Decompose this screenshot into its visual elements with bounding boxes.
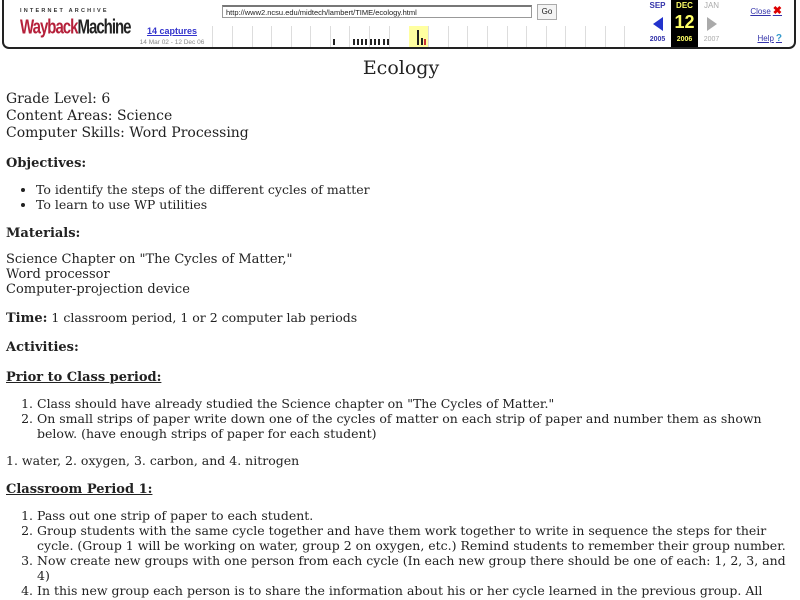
grade-level: Grade Level: 6 xyxy=(6,91,111,107)
list-item: 1. Class should have already studied the Science chapter on "The Cycles of Matter." xyxy=(37,396,796,411)
materials-list xyxy=(6,252,796,297)
current-year: 2006 xyxy=(676,36,693,43)
computer-skills: Computer Skills: Word Processing xyxy=(6,125,249,141)
prev-month: SEP xyxy=(649,1,666,10)
prior-to-class-heading: Prior to Class period: xyxy=(6,370,162,385)
list-item: 1. Pass out one strip of paper to each student. xyxy=(37,508,796,523)
classroom-period-1-heading: Classroom Period 1: xyxy=(6,482,153,497)
prev-year: 2005 xyxy=(649,36,666,43)
url-input[interactable]: http://www2.ncsu.edu/midtech/lambert/TIME/ecology.html xyxy=(222,5,532,18)
prior-steps-list xyxy=(6,396,796,441)
logo-wayback-machine-text xyxy=(20,16,131,39)
next-capture xyxy=(698,0,725,47)
help-button[interactable] xyxy=(757,33,782,44)
list-item: 2. On small strips of paper write down one of the cycles of matter on each strip of paper and number them as shown below. (have enough strips of paper for each student) xyxy=(37,411,796,441)
materials-heading: Materials: xyxy=(6,226,81,241)
help-icon[interactable]: ? xyxy=(775,33,782,44)
prev-capture[interactable] xyxy=(644,0,671,47)
current-month: DEC xyxy=(676,1,693,10)
page-title: Ecology xyxy=(362,57,440,79)
material-item: Science Chapter on "The Cycles of Matter," xyxy=(6,252,293,267)
objectives-list xyxy=(6,182,796,212)
date-navigator xyxy=(644,0,739,47)
time-value: 1 classroom period, 1 or 2 computer lab periods xyxy=(47,310,358,325)
next-arrow-icon xyxy=(707,17,717,31)
material-item: Computer-projection device xyxy=(6,282,190,297)
period1-steps-list xyxy=(6,508,796,598)
capture-sparkline[interactable] xyxy=(212,26,637,47)
time-label: Time: xyxy=(6,311,48,326)
next-month: JAN xyxy=(703,1,720,10)
objectives-heading: Objectives: xyxy=(6,156,87,171)
list-item: 3. Now create new groups with one person from each cycle (In each new group there should be one of each: 1, 2, 3, and 4) xyxy=(37,553,796,583)
logo-internet-archive-text: INTERNET ARCHIVE xyxy=(20,8,109,14)
activities-heading: Activities: xyxy=(6,340,79,355)
list-item: • To learn to use WP utilities xyxy=(36,197,796,212)
logo-machine-word: Machine xyxy=(77,16,131,39)
time-line xyxy=(6,310,796,326)
current-capture xyxy=(671,0,698,47)
close-button[interactable] xyxy=(750,4,782,17)
current-day: 12 xyxy=(674,12,695,32)
close-icon[interactable]: ✖ xyxy=(772,5,782,17)
prev-arrow-icon[interactable] xyxy=(653,17,663,31)
list-item: 2. Group students with the same cycle together and have them work together to write in sequence the steps for their cycle. (Group 1 will be working on water, group 2 on oxygen, etc.) Remind students to remember their group number. xyxy=(37,523,796,553)
captures-link[interactable]: 14 captures xyxy=(146,26,198,36)
captures-range: 14 Mar 02 - 12 Dec 06 xyxy=(139,39,205,46)
material-item: Word processor xyxy=(6,267,110,282)
list-item: 4. In this new group each person is to share the information about his or her cycle learned in the previous group. All xyxy=(37,583,796,598)
wayback-toolbar xyxy=(2,0,796,49)
content-areas: Content Areas: Science xyxy=(6,108,173,124)
lesson-meta xyxy=(6,91,796,142)
cycles-line: 1. water, 2. oxygen, 3. carbon, and 4. nitrogen xyxy=(6,453,300,468)
go-button[interactable]: Go xyxy=(537,4,557,20)
document-body xyxy=(6,57,796,598)
logo-wayback-word: Wayback xyxy=(20,16,78,39)
close-label: Close xyxy=(750,7,771,16)
help-label: Help xyxy=(757,34,774,43)
wayback-logo[interactable] xyxy=(20,8,131,42)
next-year: 2007 xyxy=(703,36,720,43)
captures-info xyxy=(132,26,212,46)
list-item: • To identify the steps of the different cycles of matter xyxy=(36,182,796,197)
